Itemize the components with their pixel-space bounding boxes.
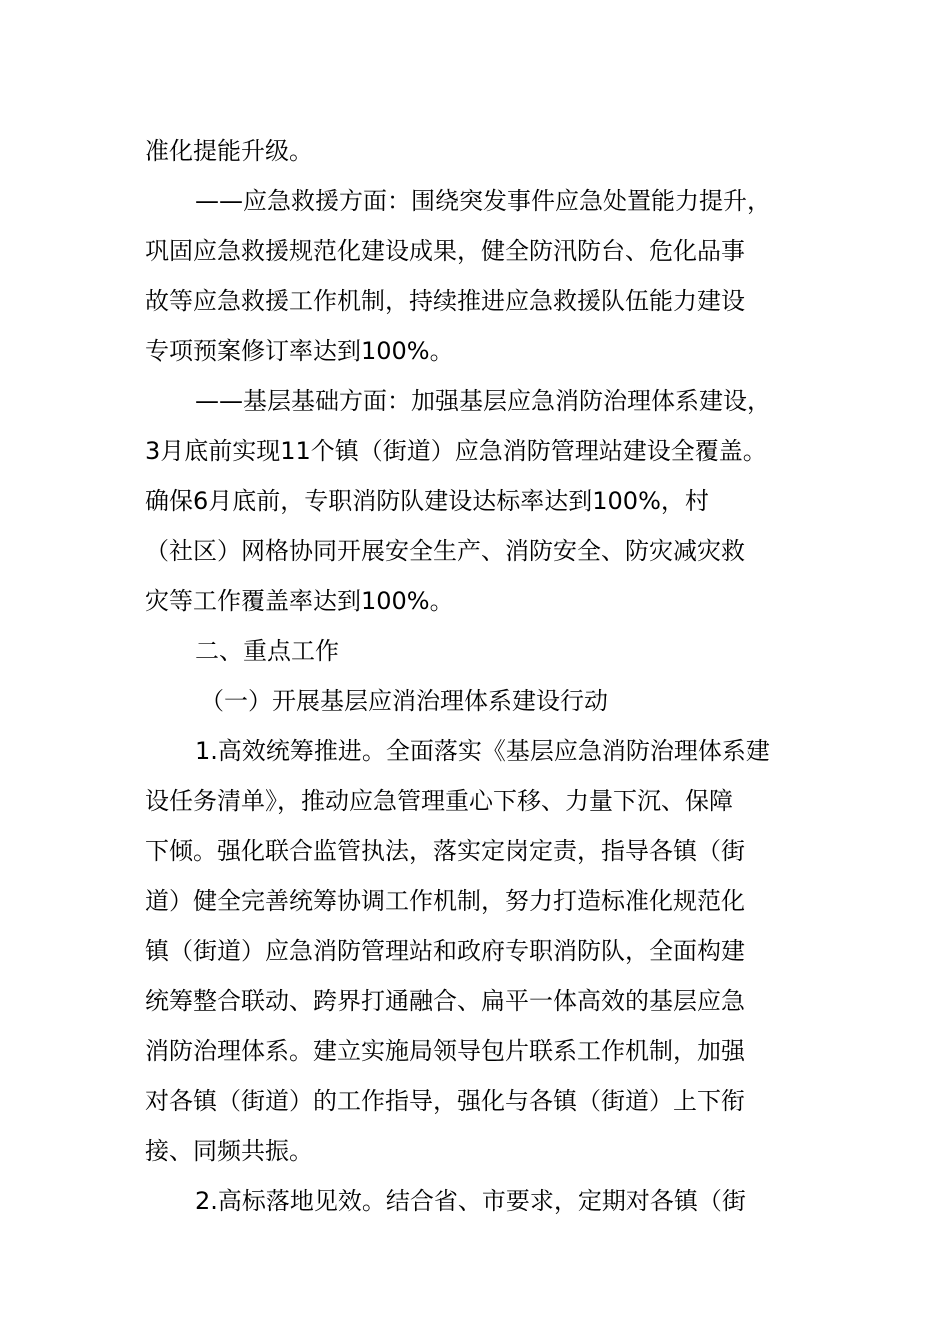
- text-line: 镇（街道）应急消防管理站和政府专职消防队，全面构建: [145, 937, 745, 965]
- text-line: 专项预案修订率达到100%。: [145, 337, 454, 365]
- text-line: 道）健全完善统筹协调工作机制，努力打造标准化规范化: [145, 887, 745, 915]
- text-line: 对各镇（街道）的工作指导，强化与各镇（街道）上下衔: [145, 1087, 745, 1115]
- text-line: 故等应急救援工作机制，持续推进应急救援队伍能力建设: [145, 287, 745, 315]
- text-line: 3月底前实现11个镇（街道）应急消防管理站建设全覆盖。: [145, 437, 767, 465]
- section-heading: 二、重点工作: [195, 637, 339, 665]
- text-line: ——应急救援方面：围绕突发事件应急处置能力提升，: [195, 187, 771, 215]
- text-line: 统筹整合联动、跨界打通融合、扁平一体高效的基层应急: [145, 987, 745, 1015]
- text-line: （社区）网格协同开展安全生产、消防安全、防灾减灾救: [145, 537, 745, 565]
- text-line: 下倾。强化联合监管执法，落实定岗定责，指导各镇（街: [145, 837, 745, 865]
- text-line: 设任务清单》，推动应急管理重心下移、力量下沉、保障: [145, 787, 733, 815]
- text-line: 消防治理体系。建立实施局领导包片联系工作机制，加强: [145, 1037, 745, 1065]
- text-line: 1.高效统筹推进。全面落实《基层应急消防治理体系建: [195, 737, 770, 765]
- text-line: 接、同频共振。: [145, 1137, 313, 1165]
- text-line: 灾等工作覆盖率达到100%。: [145, 587, 454, 615]
- subsection-heading: （一）开展基层应消治理体系建设行动: [200, 687, 608, 715]
- text-line: 2.高标落地见效。结合省、市要求，定期对各镇（街: [195, 1187, 746, 1215]
- text-line: 准化提能升级。: [145, 137, 313, 165]
- text-line: 巩固应急救援规范化建设成果，健全防汛防台、危化品事: [145, 237, 745, 265]
- text-line: 确保6月底前，专职消防队建设达标率达到100%，村: [145, 487, 709, 515]
- text-line: ——基层基础方面：加强基层应急消防治理体系建设，: [195, 387, 771, 415]
